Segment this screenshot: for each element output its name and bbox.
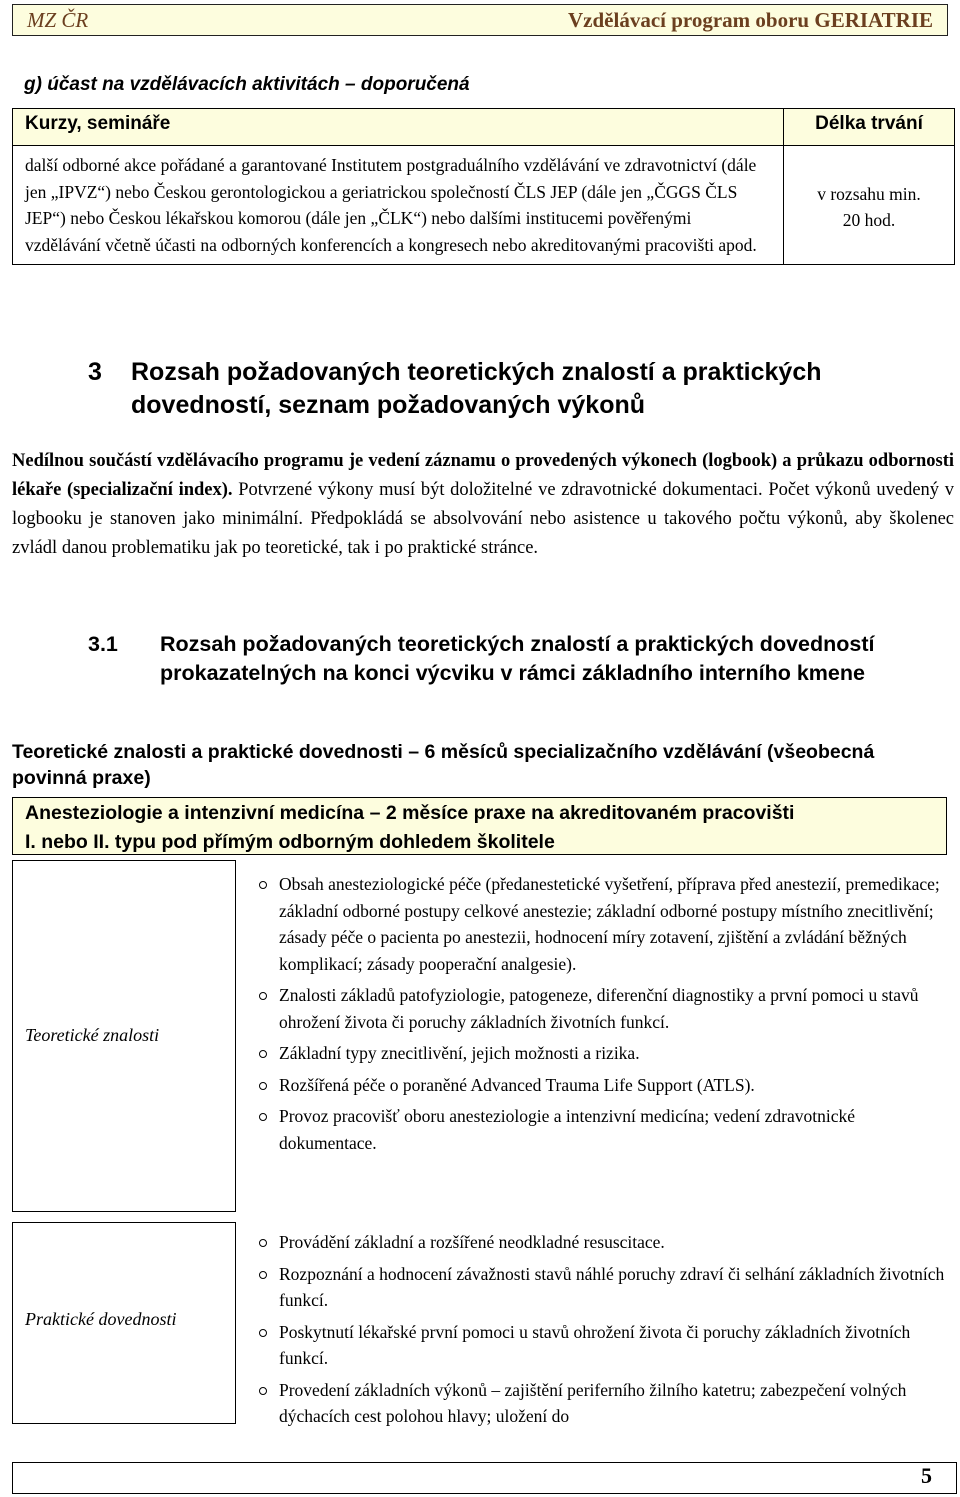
section-31-title: Rozsah požadovaných teoretických znalostí a praktických dovedností prokazatelných na konci výcviku v rámci základního interního kmene [160,632,875,685]
duration-header: Délka trvání [784,109,955,146]
list-item: Obsah anesteziologické péče (předanestetické vyšetření, příprava před anestezií, premedikace; základní odborné postupy celkové anestezie; základní odborné postupy místního znecitlivění; zásady péče o pacienta po anestezii, hodnocení míry zotavení, zjištění a zvládání běžných komplikací; zásady pooperační analgesie). [259,871,949,977]
section-3-paragraph [12,447,954,563]
theory-label: Teoretické znalosti [25,1025,160,1045]
paragraph-normal: Potvrzené výkony musí být doložitelné ve zdravotnické dokumentaci. Počet výkonů uvedený v logbooku je stanoven jako minimální. Předpokládá se absolvování nebo asistence u takového počtu výkonů, aby školenec zvládl danou problematiku jak po teoretické, tak i po praktické stránce. [12,480,955,558]
paragraph-bold: Nedílnou součástí vzdělávacího programu je vedení záznamu o provedených výkonech (logbook) a průkazu odbornosti lékaře (specializační index). [12,451,954,500]
duration-line2: 20 hod. [842,210,896,230]
list-item: Provoz pracovišť oboru anesteziologie a intenzivní medicína; vedení zdravotnické dokumentace. [259,1103,949,1156]
duration-cell [784,146,955,265]
practical-label: Praktické dovednosti [25,1309,177,1329]
header-left: MZ ČR [27,8,89,32]
list-item: Provedení základních výkonů – zajištění periferního žilního katetru; zabezpečení volných dýchacích cest polohou hlavy; uložení do [259,1377,949,1430]
header-right: Vzdělávací program oboru GERIATRIE [568,8,933,32]
anesthesiology-line1: Anesteziologie a intenzivní medicína – 2 měsíce praxe na akreditovaném pracovišti [25,802,795,824]
section-3-number: 3 [88,358,102,386]
list-item: Provádění základní a rozšířené neodkladné resuscitace. [259,1229,949,1256]
courses-table [12,108,955,265]
page-number: 5 [921,1463,932,1488]
page-header [12,4,948,36]
list-item: Poskytnutí lékařské první pomoci u stavů ohrožení života či poruchy základních životních funkcí. [259,1319,949,1372]
theory-label-cell [12,860,236,1212]
list-item: Znalosti základů patofyziologie, patogeneze, diferenční diagnostiky a první pomoci u stavů ohrožení života či poruchy základních životních funkcí. [259,982,949,1035]
anesthesiology-line2: I. nebo II. typu pod přímým odborným dohledem školitele [25,830,555,853]
section-31-subtitle: Teoretické znalosti a praktické dovednosti – 6 měsíců specializačního vzdělávání (všeobecná povinná praxe) [12,741,875,789]
list-item: Rozpoznání a hodnocení závažnosti stavů náhlé poruchy zdraví či selhání základních životních funkcí. [259,1261,949,1314]
page-footer [12,1462,957,1494]
anesthesiology-box [12,797,947,855]
section-31-number: 3.1 [88,632,118,656]
theory-list [259,871,949,1161]
duration-line1: v rozsahu min. [817,183,921,204]
section-3-title: Rozsah požadovaných teoretických znalostí a praktických dovedností, seznam požadovaných výkonů [131,358,822,419]
courses-header: Kurzy, semináře [13,109,784,146]
practical-list [259,1229,949,1435]
section-g-title: g) účast na vzdělávacích aktivitách – doporučená [24,74,470,95]
list-item: Rozšířená péče o poraněné Advanced Trauma Life Support (ATLS). [259,1072,949,1099]
courses-description: další odborné akce pořádané a garantované Institutem postgraduálního vzdělávání ve zdravotnictví (dále jen „IPVZ“) nebo Českou gerontologickou a geriatrickou společností ČLS JEP (dále jen „ČGGS ČLS JEP“) nebo Českou lékařskou komorou (dále jen „ČLK“) nebo dalšími institucemi pověřenými vzdělávání včetně účasti na odborných konferencích a kongresech nebo akreditovanými pracovišti apod. [13,146,784,265]
practical-label-cell [12,1222,236,1424]
list-item: Základní typy znecitlivění, jejich možnosti a rizika. [259,1040,949,1067]
